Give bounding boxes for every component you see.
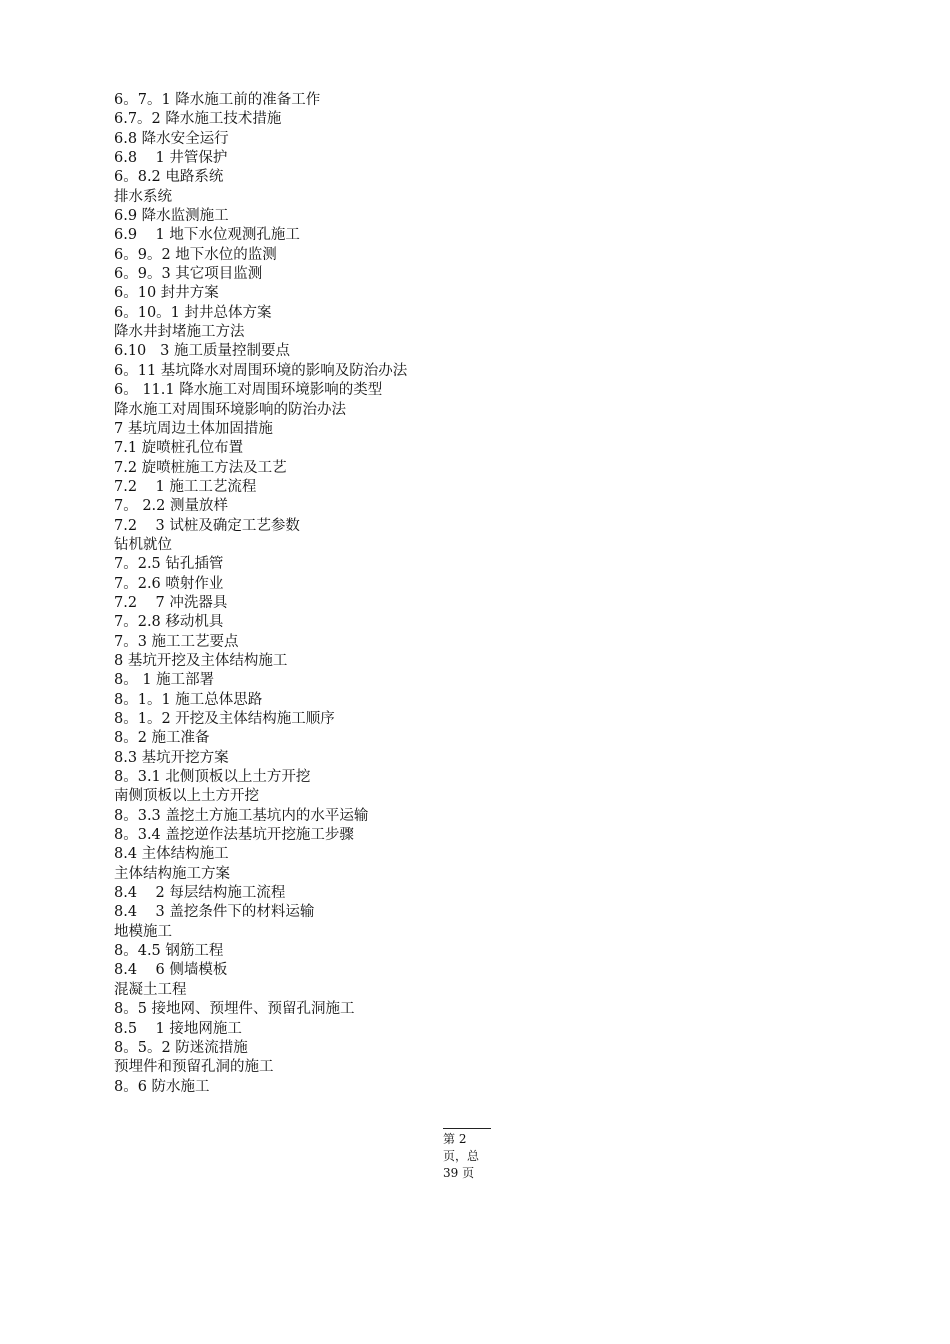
toc-entry: 8。3.1 北侧顶板以上土方开挖 <box>114 769 311 786</box>
toc-entry: 地模施工 <box>114 923 172 940</box>
toc-entry: 8.4 2 每层结构施工流程 <box>114 885 286 902</box>
toc-entry: 排水系统 <box>114 188 172 205</box>
toc-entry: 6。 11.1 降水施工对周围环境影响的类型 <box>114 382 383 399</box>
toc-entry: 降水井封堵施工方法 <box>114 324 245 341</box>
toc-entry: 6。9。3 其它项目监测 <box>114 266 263 283</box>
toc-entry: 7。 2.2 测量放样 <box>114 498 229 515</box>
toc-entry: 6。9。2 地下水位的监测 <box>114 246 277 263</box>
toc-entry: 6。10。1 封井总体方案 <box>114 304 272 321</box>
toc-entry: 降水施工对周围环境影响的防治办法 <box>114 401 346 418</box>
toc-entry: 6.7。2 降水施工技术措施 <box>114 111 282 128</box>
toc-entry: 6。10 封井方案 <box>114 285 219 302</box>
toc-entry: 8 基坑开挖及主体结构施工 <box>114 652 288 669</box>
toc-entry: 7.2 3 试桩及确定工艺参数 <box>114 517 300 534</box>
toc-entry: 8。2 施工准备 <box>114 730 210 747</box>
toc-entry: 8.3 基坑开挖方案 <box>114 749 229 766</box>
toc-entry: 主体结构施工方案 <box>114 865 230 882</box>
toc-entry: 8。 1 施工部署 <box>114 672 215 689</box>
toc-entry: 7。2.5 钻孔插管 <box>114 556 224 573</box>
toc-entry: 6.10 3 施工质量控制要点 <box>114 343 290 360</box>
toc-entry: 7.2 1 施工工艺流程 <box>114 478 257 495</box>
toc-entry: 6.9 降水监测施工 <box>114 208 229 225</box>
toc-entry: 7.2 旋喷桩施工方法及工艺 <box>114 459 287 476</box>
toc-entry: 钻机就位 <box>114 536 172 553</box>
toc-entry: 7.1 旋喷桩孔位布置 <box>114 440 244 457</box>
toc-entry: 7 基坑周边土体加固措施 <box>114 420 273 437</box>
toc-entry: 8。5。2 防迷流措施 <box>114 1039 248 1056</box>
toc-entry: 8。3.3 盖挖土方施工基坑内的水平运输 <box>114 807 369 824</box>
toc-entry: 6.8 1 井管保护 <box>114 150 228 167</box>
toc-entry: 7。2.6 喷射作业 <box>114 575 224 592</box>
page-number-line: 页，总 <box>443 1149 480 1163</box>
toc-entry: 6.9 1 地下水位观测孔施工 <box>114 227 300 244</box>
toc-entry: 8。4.5 钢筋工程 <box>114 943 224 960</box>
toc-entry: 预埋件和预留孔洞的施工 <box>114 1059 274 1076</box>
footer-divider <box>443 1128 491 1129</box>
toc-entry: 6。7。1 降水施工前的准备工作 <box>114 92 321 108</box>
toc-entry: 8.4 6 侧墙模板 <box>114 962 228 979</box>
toc-entry: 南侧顶板以上土方开挖 <box>114 788 259 805</box>
table-of-contents <box>114 91 714 1097</box>
toc-entry: 7。3 施工工艺要点 <box>114 633 239 650</box>
toc-entry: 混凝土工程 <box>114 981 187 998</box>
page-number-line: 39 页 <box>443 1166 475 1180</box>
toc-entry: 8。6 防水施工 <box>114 1078 210 1095</box>
toc-entry: 8。5 接地网、预埋件、预留孔洞施工 <box>114 1001 355 1018</box>
toc-entry: 7。2.8 移动机具 <box>114 614 224 631</box>
toc-entry: 8.4 3 盖挖条件下的材料运输 <box>114 904 315 921</box>
toc-entry: 8。1。1 施工总体思路 <box>114 691 263 708</box>
toc-entry: 6.8 降水安全运行 <box>114 130 229 147</box>
toc-entry: 8.5 1 接地网施工 <box>114 1020 242 1037</box>
page-footer <box>443 1128 493 1182</box>
toc-entry: 8。1。2 开挖及主体结构施工顺序 <box>114 711 335 727</box>
toc-entry: 8.4 主体结构施工 <box>114 846 229 863</box>
page-number-line: 第 2 <box>443 1132 467 1146</box>
toc-entry: 6。8.2 电路系统 <box>114 169 224 186</box>
toc-entry: 6。11 基坑降水对周围环境的影响及防治办法 <box>114 362 408 379</box>
toc-entry: 7.2 7 冲洗器具 <box>114 594 228 611</box>
toc-entry: 8。3.4 盖挖逆作法基坑开挖施工步骤 <box>114 827 354 844</box>
